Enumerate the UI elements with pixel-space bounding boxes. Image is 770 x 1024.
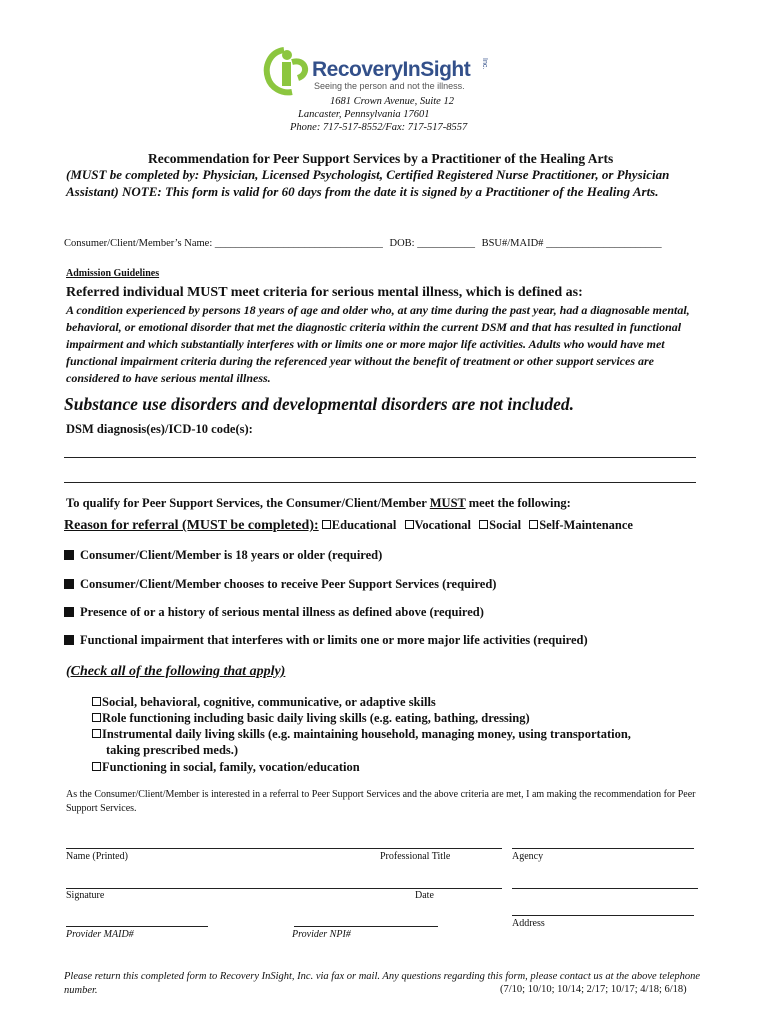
requirement-item — [64, 577, 496, 592]
signature-label: Signature — [66, 890, 105, 901]
option-text-3: Instrumental daily living skills (e.g. maintaining household, managing money, using transportation, — [102, 727, 631, 741]
option-checkbox-1[interactable] — [92, 697, 101, 706]
requirement-checkbox-2[interactable] — [64, 579, 74, 589]
requirement-checkbox-1[interactable] — [64, 550, 74, 560]
reason-social: Social — [489, 518, 522, 532]
name-printed-label: Name (Printed) — [66, 851, 128, 862]
signature-date-line[interactable] — [66, 888, 502, 889]
option-text-3-cont: taking prescribed meds.) — [106, 743, 239, 757]
requirement-text-3: Presence of or a history of serious mental illness as defined above (required) — [80, 605, 484, 619]
option-item — [92, 711, 530, 726]
consumer-info-row — [64, 238, 662, 249]
reason-vocational: Vocational — [414, 518, 472, 532]
agency-line[interactable] — [512, 848, 694, 849]
dob-label: DOB: — [389, 238, 415, 249]
provider-maid-line[interactable] — [66, 926, 208, 927]
address-line-1: 1681 Crown Avenue, Suite 12 — [330, 96, 454, 107]
option-item — [92, 760, 360, 775]
requirement-text-1: Consumer/Client/Member is 18 years or older (required) — [80, 548, 383, 562]
dsm-line-1[interactable] — [64, 457, 696, 458]
address-line-2: Lancaster, Pennsylvania 17601 — [298, 109, 430, 120]
option-item — [92, 727, 631, 742]
date-label: Date — [415, 890, 434, 901]
reason-self-maintenance: Self-Maintenance — [539, 518, 633, 532]
qualify-must: MUST — [429, 496, 466, 510]
vocational-checkbox[interactable] — [405, 520, 414, 529]
check-all-heading: (Check all of the following that apply) — [66, 664, 286, 679]
admission-heading: Admission Guidelines — [66, 268, 160, 279]
address-label: Address — [512, 918, 545, 929]
criteria-body: A condition experienced by persons 18 years of age and older who, at any time during the past year, had a diagnosable mental, behavioral, or emotional disorder that met the diagnostic criteria within the current DSM and that has resulted in functional impairment and which substantially interferes with or limits one or more major life activities. Adults who would have met functional impairment criteria during the referenced year without the benefit of treatment or other support services are considered to have serious mental illness. — [66, 303, 690, 385]
dsm-label: DSM diagnosis(es)/ICD-10 code(s): — [66, 422, 253, 436]
requirement-item — [64, 605, 484, 620]
address-line-bottom[interactable] — [512, 915, 694, 916]
logo-inc: Inc. — [481, 58, 488, 70]
reason-row — [64, 518, 633, 534]
revision-dates: (7/10; 10/10; 10/14; 2/17; 10/17; 4/18; 6/18) — [500, 984, 687, 995]
option-text-2: Role functioning including basic daily living skills (e.g. eating, bathing, dressing) — [102, 711, 530, 725]
name-title-line[interactable] — [66, 848, 502, 849]
dsm-line-2[interactable] — [64, 482, 696, 483]
option-text-4: Functioning in social, family, vocation/education — [102, 760, 360, 774]
exclusion-note: Substance use disorders and developmental disorders are not included. — [64, 394, 574, 414]
provider-maid-label: Provider MAID# — [66, 929, 134, 940]
requirement-item — [64, 548, 382, 563]
option-checkbox-3[interactable] — [92, 729, 101, 738]
form-title: Recommendation for Peer Support Services by a Practitioner of the Healing Arts — [148, 151, 614, 166]
consumer-name-field[interactable]: ________________________________ — [214, 238, 383, 249]
logo-tagline: Seeing the person and not the illness. — [314, 81, 465, 91]
recommendation-statement: As the Consumer/Client/Member is interested in a referral to Peer Support Services and the above criteria are met, I am making the recommendation for Peer Support Services. — [66, 789, 696, 814]
criteria-heading: Referred individual MUST meet criteria for serious mental illness, which is defined as: — [66, 285, 583, 300]
requirement-text-2: Consumer/Client/Member chooses to receive Peer Support Services (required) — [80, 577, 497, 591]
footer-text: Please return this completed form to Recovery InSight, Inc. via fax or mail. Any questions regarding this form, please contact us at the above telephone number. — [64, 971, 701, 996]
agency-label: Agency — [512, 851, 544, 862]
option-text-1: Social, behavioral, cognitive, communicative, or adaptive skills — [102, 695, 436, 709]
requirement-item — [64, 633, 588, 648]
option-item — [92, 695, 436, 710]
option-checkbox-4[interactable] — [92, 762, 101, 771]
form-intro: (MUST be completed by: Physician, Licensed Psychologist, Certified Registered Nurse Practitioner, or Physician Assistant) NOTE: This form is valid for 60 days from the date it is signed by a Practitioner of the Healing Arts. — [66, 167, 670, 199]
qualify-statement — [66, 496, 571, 511]
requirement-checkbox-4[interactable] — [64, 635, 74, 645]
self-maintenance-checkbox[interactable] — [529, 520, 538, 529]
social-checkbox[interactable] — [479, 520, 488, 529]
bsu-label: BSU#/MAID# — [481, 238, 544, 249]
requirement-checkbox-3[interactable] — [64, 607, 74, 617]
phone-fax: Phone: 717-517-8552/Fax: 717-517-8557 — [290, 122, 468, 133]
bsu-field[interactable]: ______________________ — [546, 238, 662, 249]
consumer-name-label: Consumer/Client/Member’s Name: — [64, 238, 213, 249]
educational-checkbox[interactable] — [322, 520, 331, 529]
reason-educational: Educational — [331, 518, 397, 532]
provider-npi-line[interactable] — [294, 926, 438, 927]
logo-name: RecoveryInSight — [312, 58, 471, 81]
qualify-prefix: To qualify for Peer Support Services, the Consumer/Client/Member — [66, 496, 430, 510]
requirement-text-4: Functional impairment that interferes with or limits one or more major life activities (required) — [80, 633, 588, 647]
qualify-suffix: meet the following: — [465, 496, 571, 510]
dob-field[interactable]: ___________ — [417, 238, 475, 249]
provider-npi-label: Provider NPI# — [292, 929, 351, 940]
option-checkbox-2[interactable] — [92, 713, 101, 722]
address-line-top[interactable] — [512, 888, 698, 889]
professional-title-label: Professional Title — [380, 851, 451, 862]
reason-label: Reason for referral (MUST be completed): — [64, 518, 319, 533]
